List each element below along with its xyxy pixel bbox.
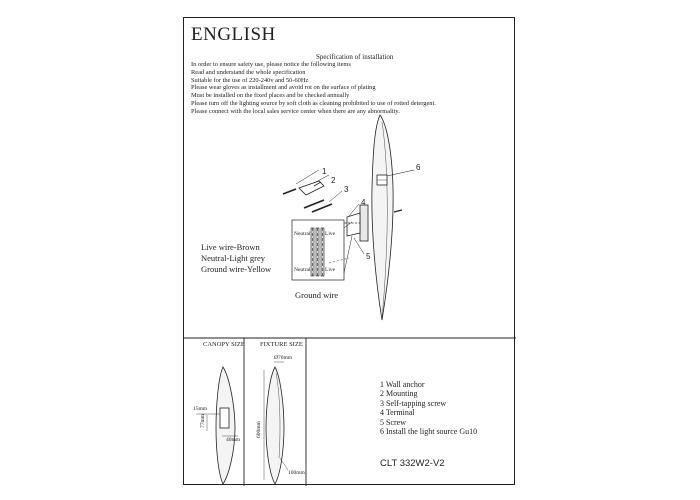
canopy-height-dim: 77mm <box>200 413 206 428</box>
callout-6: 6 <box>416 163 421 172</box>
screw <box>312 204 332 212</box>
terminal-label-live: Live <box>325 267 336 273</box>
wire-colour-legend <box>201 242 271 275</box>
part-item: 5 Screw <box>380 417 406 427</box>
wire-live: Live wire-Brown <box>201 242 260 252</box>
wall-anchor-1 <box>283 189 296 194</box>
callout-2: 2 <box>331 176 336 185</box>
callout-4: 4 <box>361 198 366 207</box>
terminal-label-neutral: Neutral <box>294 267 311 273</box>
mounting-plate <box>360 205 368 241</box>
part-item: 3 Self-tapping screw <box>380 398 447 408</box>
callout-3: 3 <box>344 185 349 194</box>
spec-line: Read and understand the whole specification <box>191 68 306 76</box>
spec-heading: Specification of installation <box>316 53 394 61</box>
callout-1: 1 <box>322 167 327 176</box>
wire-neutral: Neutral-Light grey <box>201 253 265 263</box>
part-item: 4 Terminal <box>380 408 415 418</box>
wall-lamp-body <box>372 115 393 320</box>
spec-line: Please connect with the local sales service center when there are any abnormality. <box>191 107 400 115</box>
spec-line: Please wear gloves as installment and avoid rot on the surface of plating <box>191 84 376 92</box>
canopy-width-dim: 15mm <box>193 406 208 412</box>
part-item: 1 Wall anchor <box>380 380 425 389</box>
parts-list <box>380 380 477 436</box>
fixture-diameter-dim: Ø70mm <box>274 355 293 361</box>
spec-line: Suitable for the use of 220-240v and 50-60Hz <box>191 76 309 84</box>
fixture-height-dim: 600mm <box>256 421 262 438</box>
fixture-bottom-dim: 100mm <box>288 470 305 476</box>
part-item: 2 Mounting <box>380 389 418 399</box>
instruction-sheet <box>183 17 515 485</box>
spec-line: In order to ensure safety use, please notice the following items <box>191 61 351 68</box>
fixture-size-label: FIXTURE SIZE <box>260 341 303 348</box>
ground-wire-label: Ground wire <box>295 290 339 300</box>
screw <box>304 200 324 208</box>
wire-ground: Ground wire-Yellow <box>201 264 272 274</box>
spec-line: Must be installed on the fixed places and be checked annually <box>191 92 350 100</box>
fixture-outline <box>266 367 284 484</box>
spec-line: Please turn off the lighting source by soft cloth as cleaning prohibited to use of rotted detergent. <box>191 99 436 107</box>
terminal-label-neutral: Neutral <box>294 231 311 237</box>
mounting-bracket <box>299 181 324 195</box>
canopy-size-label: CANOPY SIZE <box>203 341 245 348</box>
part-item: 6 Install the light source Gu10 <box>380 427 478 437</box>
model-number: CLT 332W2-V2 <box>380 458 445 469</box>
language-title: ENGLISH <box>191 24 276 45</box>
terminal-label-live: Live <box>325 231 336 237</box>
callout-5: 5 <box>366 252 371 261</box>
canopy-depth-dim: 40mm <box>226 437 241 443</box>
